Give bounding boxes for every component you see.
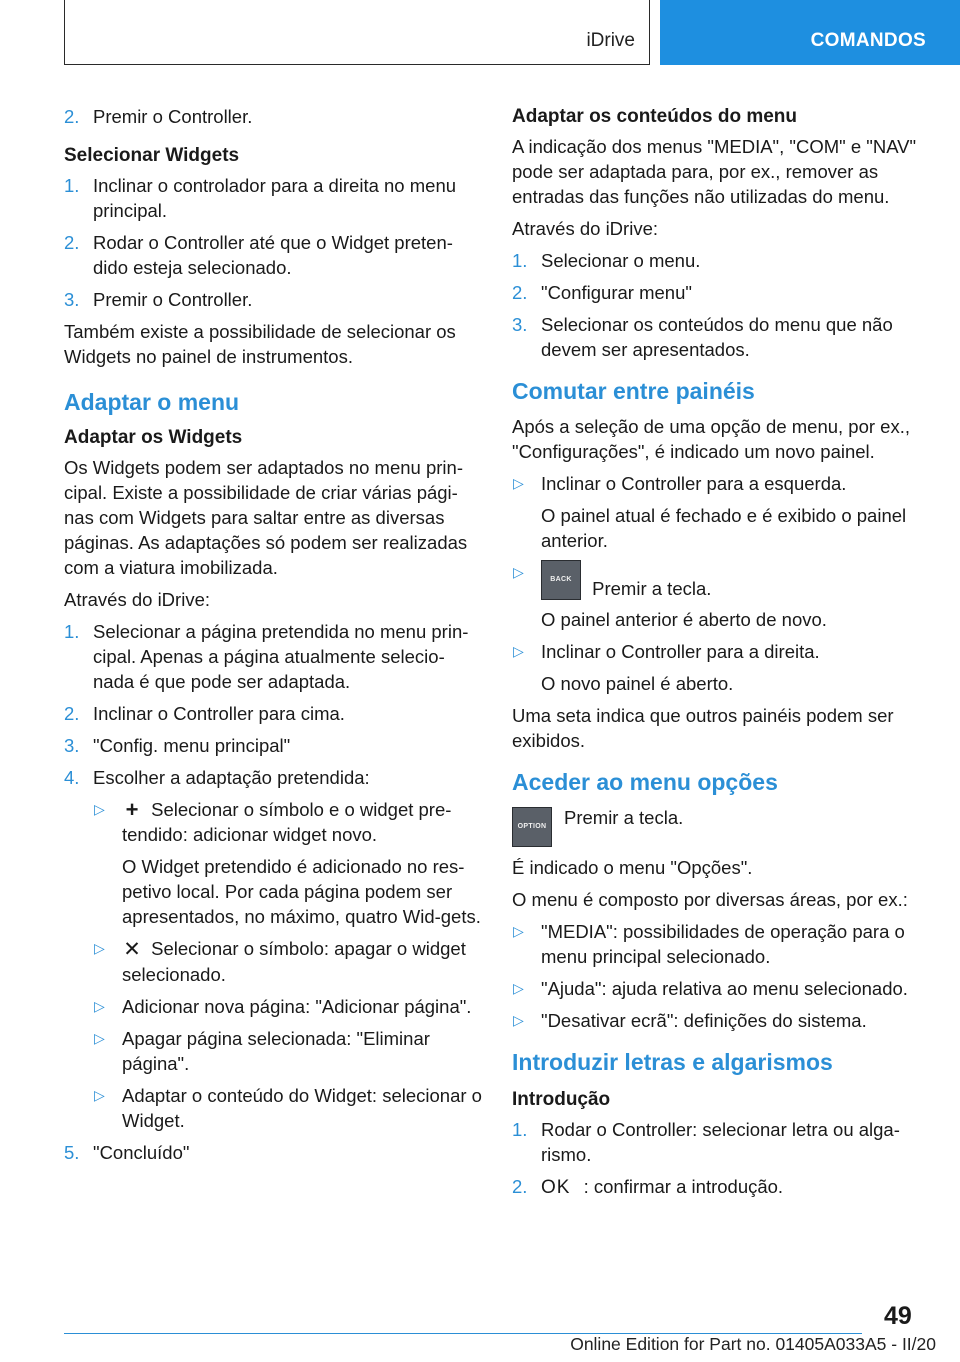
step-number: 2. xyxy=(512,1176,528,1197)
step-item xyxy=(64,104,484,129)
header-section-tab xyxy=(660,0,960,65)
options-shown: É indicado o menu "Opções". xyxy=(512,857,753,878)
step-text: "Config. menu principal" xyxy=(93,735,291,756)
step-item xyxy=(512,312,932,362)
step-number: 5. xyxy=(64,1142,80,1163)
bullet-triangle-icon: ▷ xyxy=(513,1012,524,1028)
step-number: 2. xyxy=(64,232,80,253)
step-item xyxy=(512,1117,932,1167)
step-item xyxy=(64,230,484,280)
list-item xyxy=(512,976,932,1001)
select-note: Também existe a possibilidade de selecionar os Widgets no painel de instrumentos. xyxy=(64,321,456,367)
step-number: 2. xyxy=(512,282,528,303)
bullet-triangle-icon: ▷ xyxy=(94,940,105,956)
step-item xyxy=(512,280,932,305)
heading-switch-panels: Comutar entre painéis xyxy=(512,378,755,404)
right-column xyxy=(512,104,932,1207)
list-item xyxy=(512,560,932,632)
content-text: A indicação dos menus "MEDIA", "COM" e "NAV" pode ser adaptada para, por ex., remover as entradas das funções não utilizadas do menu. xyxy=(512,136,917,207)
adapt-options-list xyxy=(93,797,484,1133)
left-column xyxy=(64,104,484,1172)
bullet-text: Inclinar o Controller para a esquerda. xyxy=(541,473,847,494)
list-item xyxy=(512,471,932,553)
bullet-continuation: O painel atual é fechado e é exibido o painel anterior. xyxy=(541,505,907,551)
via-idrive: Através do iDrive: xyxy=(64,589,210,610)
bullet-text: "MEDIA": possibilidades de operação para o menu principal selecionado. xyxy=(541,921,905,967)
option-key-row xyxy=(512,805,932,847)
via-idrive: Através do iDrive: xyxy=(512,218,658,239)
step-item xyxy=(512,1174,932,1200)
step-number: 1. xyxy=(512,1119,528,1140)
heading-options-menu: Aceder ao menu opções xyxy=(512,769,778,795)
bullet-triangle-icon: ▷ xyxy=(94,1030,105,1046)
step-number: 3. xyxy=(512,314,528,335)
list-item xyxy=(93,797,484,929)
step-text: : confirmar a introdução. xyxy=(583,1176,784,1197)
heading-adapt-widgets: Adaptar os Widgets xyxy=(64,427,243,448)
step-item xyxy=(64,287,484,312)
list-item xyxy=(512,639,932,696)
bullet-text: Adicionar nova página: "Adicionar página". xyxy=(122,996,472,1017)
list-item xyxy=(93,1026,484,1076)
step-text: Selecionar os conteúdos do menu que não devem ser apresentados. xyxy=(541,314,893,360)
bullet-triangle-icon: ▷ xyxy=(94,998,105,1014)
bullet-triangle-icon: ▷ xyxy=(513,643,524,659)
bullet-triangle-icon: ▷ xyxy=(94,1087,105,1103)
bullet-text: Premir a tecla. xyxy=(592,578,712,599)
step-text: Selecionar a página pretendida no menu prin‐cipal. Apenas a página atualmente selecio‐nada é que pode ser adaptada. xyxy=(93,621,469,692)
bullet-text: Selecionar o símbolo e o widget pre‐tendido: adicionar widget novo. xyxy=(122,799,452,845)
heading-menu-content: Adaptar os conteúdos do menu xyxy=(512,106,798,127)
adapt-text: Os Widgets podem ser adaptados no menu prin‐cipal. Existe a possibilidade de criar várias pági‐nas com Widgets para saltar entre as diversas páginas. As adaptações só podem ser realizadas com a viatura imobilizada. xyxy=(64,457,468,578)
bullet-text: Inclinar o Controller para a direita. xyxy=(541,641,820,662)
step-number: 1. xyxy=(512,250,528,271)
bullet-triangle-icon: ▷ xyxy=(513,475,524,491)
step-text: Rodar o Controller até que o Widget preten‐dido esteja selecionado. xyxy=(93,232,453,278)
arrow-note: Uma seta indica que outros painéis podem ser exibidos. xyxy=(512,705,894,751)
step-text: Selecionar o menu. xyxy=(541,250,701,271)
list-item xyxy=(512,1008,932,1033)
bullet-text: "Ajuda": ajuda relativa ao menu selecionado. xyxy=(541,978,908,999)
bullet-continuation: O Widget pretendido é adicionado no res‐petivo local. Por cada página podem ser apresentados, no máximo, quatro Wid‐gets. xyxy=(122,856,481,927)
heading-select-widgets: Selecionar Widgets xyxy=(64,145,240,166)
list-item xyxy=(93,994,484,1019)
step-item xyxy=(64,619,484,694)
header-chapter-title: iDrive xyxy=(586,30,635,51)
bullet-text: Apagar página selecionada: "Eliminar página". xyxy=(122,1028,430,1074)
list-item xyxy=(93,1083,484,1133)
step-item xyxy=(64,765,484,790)
bullet-text: Adaptar o conteúdo do Widget: selecionar o Widget. xyxy=(122,1085,482,1131)
step-number: 3. xyxy=(64,289,80,310)
plus-icon: + xyxy=(125,797,139,822)
step-text: "Configurar menu" xyxy=(541,282,692,303)
step-item xyxy=(64,701,484,726)
back-key-icon: BACK xyxy=(541,560,581,600)
delete-x-icon: ✕ xyxy=(123,938,141,961)
step-number: 4. xyxy=(64,767,80,788)
bullet-text: "Desativar ecrã": definições do sistema. xyxy=(541,1010,867,1031)
step-item xyxy=(512,248,932,273)
step-number: 2. xyxy=(64,106,80,127)
ok-symbol-icon: OK xyxy=(541,1177,571,1198)
bullet-continuation: O painel anterior é aberto de novo. xyxy=(541,609,827,630)
list-item xyxy=(512,919,932,969)
header-section-title: COMANDOS xyxy=(810,30,926,51)
bullet-triangle-icon: ▷ xyxy=(513,923,524,939)
heading-letters-digits: Introduzir letras e algarismos xyxy=(512,1049,833,1075)
step-item xyxy=(64,733,484,758)
step-text: Premir o Controller. xyxy=(93,106,253,127)
switch-text: Após a seleção de uma opção de menu, por ex., "Configurações", é indicado um novo painel. xyxy=(512,416,911,462)
page-number: 49 xyxy=(884,1302,912,1330)
step-text: "Concluído" xyxy=(93,1142,190,1163)
step-text: Escolher a adaptação pretendida: xyxy=(93,767,370,788)
step-number: 1. xyxy=(64,175,80,196)
step-item xyxy=(64,173,484,223)
list-item xyxy=(93,936,484,987)
option-press-text: Premir a tecla. xyxy=(564,807,684,828)
bullet-triangle-icon: ▷ xyxy=(513,980,524,996)
back-key-wrap xyxy=(541,560,581,600)
step-text: Inclinar o Controller para cima. xyxy=(93,703,345,724)
step-number: 3. xyxy=(64,735,80,756)
option-key-icon: OPTION xyxy=(512,807,552,847)
step-number: 2. xyxy=(64,703,80,724)
step-item xyxy=(64,1140,484,1165)
step-number: 1. xyxy=(64,621,80,642)
bullet-text: Selecionar o símbolo: apagar o widget selecionado. xyxy=(122,938,466,985)
footer-edition: Online Edition for Part no. 01405A033A5 - II/20 xyxy=(570,1334,936,1354)
step-text: Premir o Controller. xyxy=(93,289,253,310)
bullet-continuation: O novo painel é aberto. xyxy=(541,673,734,694)
options-composed: O menu é composto por diversas áreas, por ex.: xyxy=(512,889,908,910)
bullet-triangle-icon: ▷ xyxy=(94,801,105,817)
header-chapter-box xyxy=(64,0,650,65)
step-text: Rodar o Controller: selecionar letra ou alga‐rismo. xyxy=(541,1119,900,1165)
bullet-triangle-icon: ▷ xyxy=(513,564,524,580)
heading-introduction: Introdução xyxy=(512,1089,611,1110)
heading-adapt-menu: Adaptar o menu xyxy=(64,389,240,415)
step-text: Inclinar o controlador para a direita no menu principal. xyxy=(93,175,457,221)
